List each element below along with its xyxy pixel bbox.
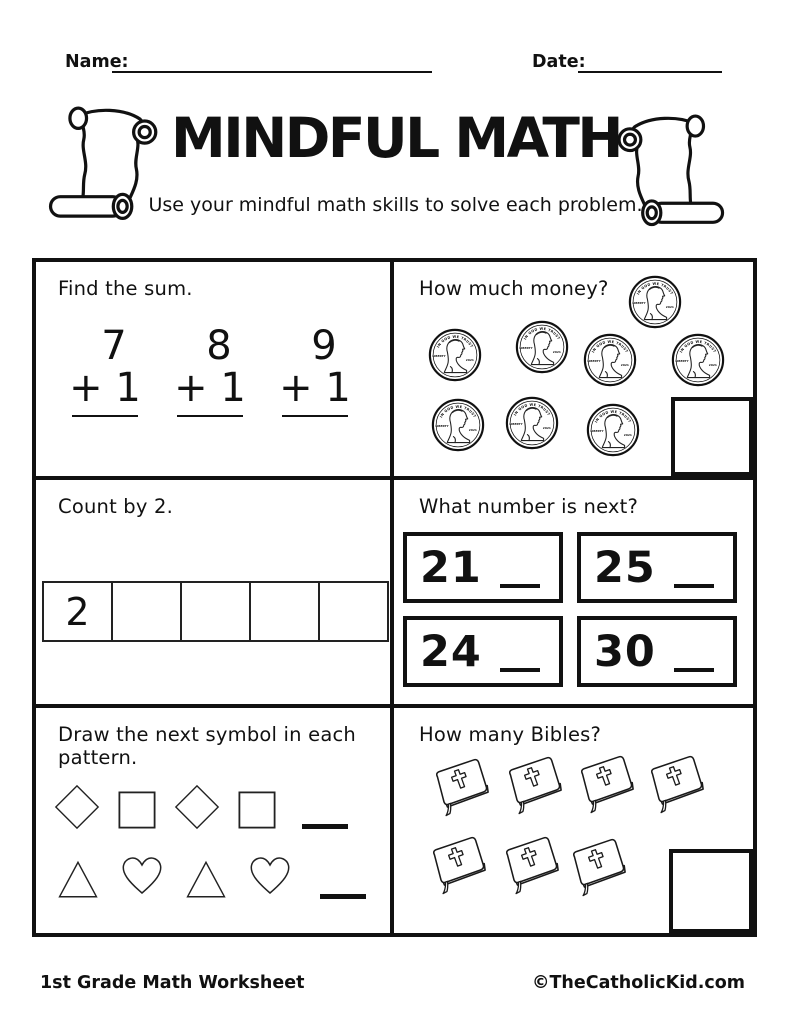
date-label: Date:: [532, 52, 586, 72]
bible-icon: [572, 753, 638, 815]
answer-blank: [674, 668, 714, 672]
cell-pattern: [36, 708, 394, 933]
number-box-grid: [403, 532, 737, 687]
addend-top: 7: [101, 323, 127, 369]
count-strip: [42, 581, 389, 642]
number-box: [577, 532, 737, 603]
svg-text:2021: 2021: [468, 427, 477, 432]
answer-line: [282, 415, 348, 417]
triangle-icon: [184, 859, 228, 900]
bible-icon: [497, 834, 563, 896]
number-box: [403, 616, 563, 687]
answer-line: [72, 415, 138, 417]
svg-text:2021: 2021: [708, 362, 717, 367]
svg-text:LIBERTY: LIBERTY: [590, 429, 604, 434]
count-box: [182, 583, 251, 640]
sum-problems: [66, 323, 354, 417]
scroll-icon: [45, 101, 165, 237]
bible-icon: [427, 756, 493, 818]
penny-icon: [428, 328, 482, 382]
answer-line: [177, 415, 243, 417]
svg-text:2021: 2021: [665, 304, 674, 309]
bible-icon: [642, 753, 708, 815]
cell-what-number-is-next: [394, 480, 753, 708]
number-box: [403, 532, 563, 603]
answer-blank: [500, 584, 540, 588]
count-box: [251, 583, 320, 640]
addend-top: 8: [206, 323, 232, 369]
svg-text:LIBERTY: LIBERTY: [432, 354, 446, 359]
addend-top: 9: [311, 323, 337, 369]
problem-label: How much money?: [419, 277, 609, 300]
addend-bottom: + 1: [174, 365, 246, 411]
answer-blank: [500, 668, 540, 672]
date-line: [578, 71, 722, 73]
square-icon: [237, 790, 277, 830]
problem-label: Draw the next symbol in each pattern.: [58, 723, 356, 769]
bible-icon: [564, 836, 630, 898]
svg-text:IN GOD WE TRUST: IN GOD WE TRUST: [636, 281, 674, 296]
svg-text:2021: 2021: [623, 432, 632, 437]
addend-bottom: + 1: [279, 365, 351, 411]
sum-problem: [66, 323, 144, 417]
addend-bottom: + 1: [69, 365, 141, 411]
cell-find-the-sum: [36, 262, 394, 480]
svg-text:IN GOD WE TRUST: IN GOD WE TRUST: [591, 339, 629, 354]
svg-text:2021: 2021: [542, 425, 551, 430]
svg-text:2021: 2021: [465, 357, 474, 362]
svg-text:IN GOD WE TRUST: IN GOD WE TRUST: [594, 409, 632, 424]
answer-box: [669, 849, 753, 933]
count-box: [113, 583, 182, 640]
heart-icon: [245, 850, 295, 900]
problem-label: Find the sum.: [58, 277, 193, 300]
svg-text:LIBERTY: LIBERTY: [435, 424, 449, 429]
svg-text:2021: 2021: [552, 349, 561, 354]
number-value: 30: [594, 626, 656, 677]
penny-icon: [586, 403, 640, 457]
bible-icon: [500, 754, 566, 816]
svg-text:LIBERTY: LIBERTY: [509, 422, 523, 427]
answer-box: [671, 397, 753, 476]
problem-label: How many Bibles?: [419, 723, 602, 746]
cell-how-many-bibles: [394, 708, 753, 933]
number-box: [577, 616, 737, 687]
pattern-row: [56, 848, 366, 900]
sum-problem: [276, 323, 354, 417]
svg-text:IN GOD WE TRUST: IN GOD WE TRUST: [513, 402, 551, 417]
worksheet-grid: [32, 258, 757, 937]
name-line: [112, 71, 432, 73]
square-icon: [117, 790, 157, 830]
svg-text:IN GOD WE TRUST: IN GOD WE TRUST: [679, 339, 717, 354]
problem-label: What number is next?: [419, 495, 639, 518]
page-subtitle: Use your mindful math skills to solve each problem.: [148, 194, 643, 216]
page-title: MINDFUL MATH: [171, 106, 621, 170]
penny-icon: [515, 320, 569, 374]
penny-icon: [505, 396, 559, 450]
svg-text:2021: 2021: [620, 362, 629, 367]
svg-text:LIBERTY: LIBERTY: [632, 301, 646, 306]
penny-icon: [628, 275, 682, 329]
heart-icon: [117, 850, 167, 900]
diamond-icon: [54, 784, 100, 830]
answer-blank: [302, 824, 348, 829]
number-value: 25: [594, 542, 656, 593]
pattern-row: [54, 780, 348, 830]
triangle-icon: [56, 859, 100, 900]
name-label: Name:: [65, 52, 129, 72]
count-box: [320, 583, 387, 640]
svg-text:IN GOD WE TRUST: IN GOD WE TRUST: [439, 404, 477, 419]
svg-text:LIBERTY: LIBERTY: [519, 346, 533, 351]
answer-blank: [674, 584, 714, 588]
problem-label: Count by 2.: [58, 495, 174, 518]
svg-text:IN GOD WE TRUST: IN GOD WE TRUST: [436, 334, 474, 349]
svg-text:IN GOD WE TRUST: IN GOD WE TRUST: [523, 326, 561, 341]
number-value: 24: [420, 626, 482, 677]
svg-text:LIBERTY: LIBERTY: [675, 359, 689, 364]
svg-text:LIBERTY: LIBERTY: [587, 359, 601, 364]
penny-icon: [583, 333, 637, 387]
number-value: 21: [420, 542, 482, 593]
count-box: 2: [44, 583, 113, 640]
sum-problem: [171, 323, 249, 417]
footer-worksheet-title: 1st Grade Math Worksheet: [40, 973, 305, 993]
footer-credit: ©TheCatholicKid.com: [532, 973, 745, 993]
penny-icon: [431, 398, 485, 452]
scroll-icon: [610, 110, 728, 242]
answer-blank: [320, 894, 366, 899]
diamond-icon: [174, 784, 220, 830]
cell-count-by-2: [36, 480, 394, 708]
bible-icon: [424, 834, 490, 896]
cell-how-much-money: [394, 262, 753, 480]
penny-icon: [671, 333, 725, 387]
